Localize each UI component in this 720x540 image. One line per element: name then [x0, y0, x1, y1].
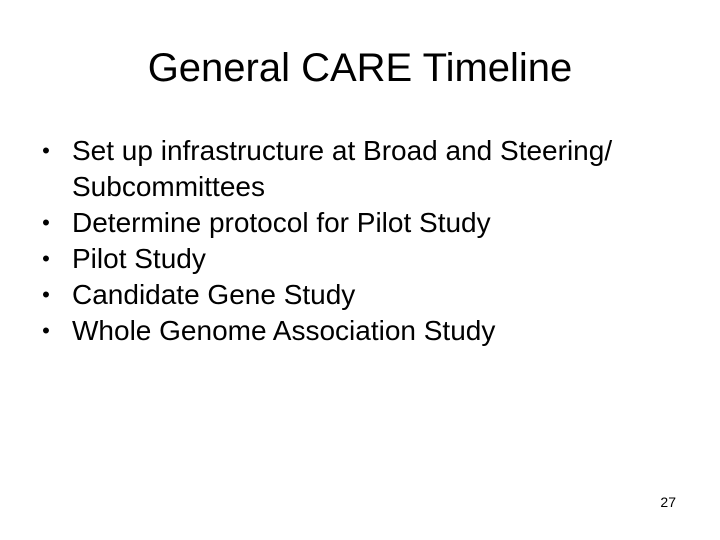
bullet-text: Whole Genome Association Study — [72, 315, 496, 346]
bullet-icon: • — [42, 246, 50, 271]
bullet-item — [36, 277, 676, 313]
bullet-icon: • — [42, 210, 50, 235]
bullet-text: Determine protocol for Pilot Study — [72, 207, 491, 238]
bullet-item — [36, 313, 676, 349]
bullet-item — [36, 133, 676, 205]
bullet-text: Set up infrastructure at Broad and Steering/ Subcommittees — [72, 135, 613, 202]
bullet-text: Candidate Gene Study — [72, 279, 356, 310]
slide-title: General CARE Timeline — [147, 46, 573, 90]
bullet-icon: • — [42, 282, 50, 307]
bullet-list — [36, 133, 676, 349]
bullet-icon: • — [42, 318, 50, 343]
page-number: 27 — [660, 494, 676, 510]
bullet-icon: • — [42, 138, 50, 163]
bullet-item — [36, 205, 676, 241]
bullet-text: Pilot Study — [72, 243, 206, 274]
bullet-item — [36, 241, 676, 277]
